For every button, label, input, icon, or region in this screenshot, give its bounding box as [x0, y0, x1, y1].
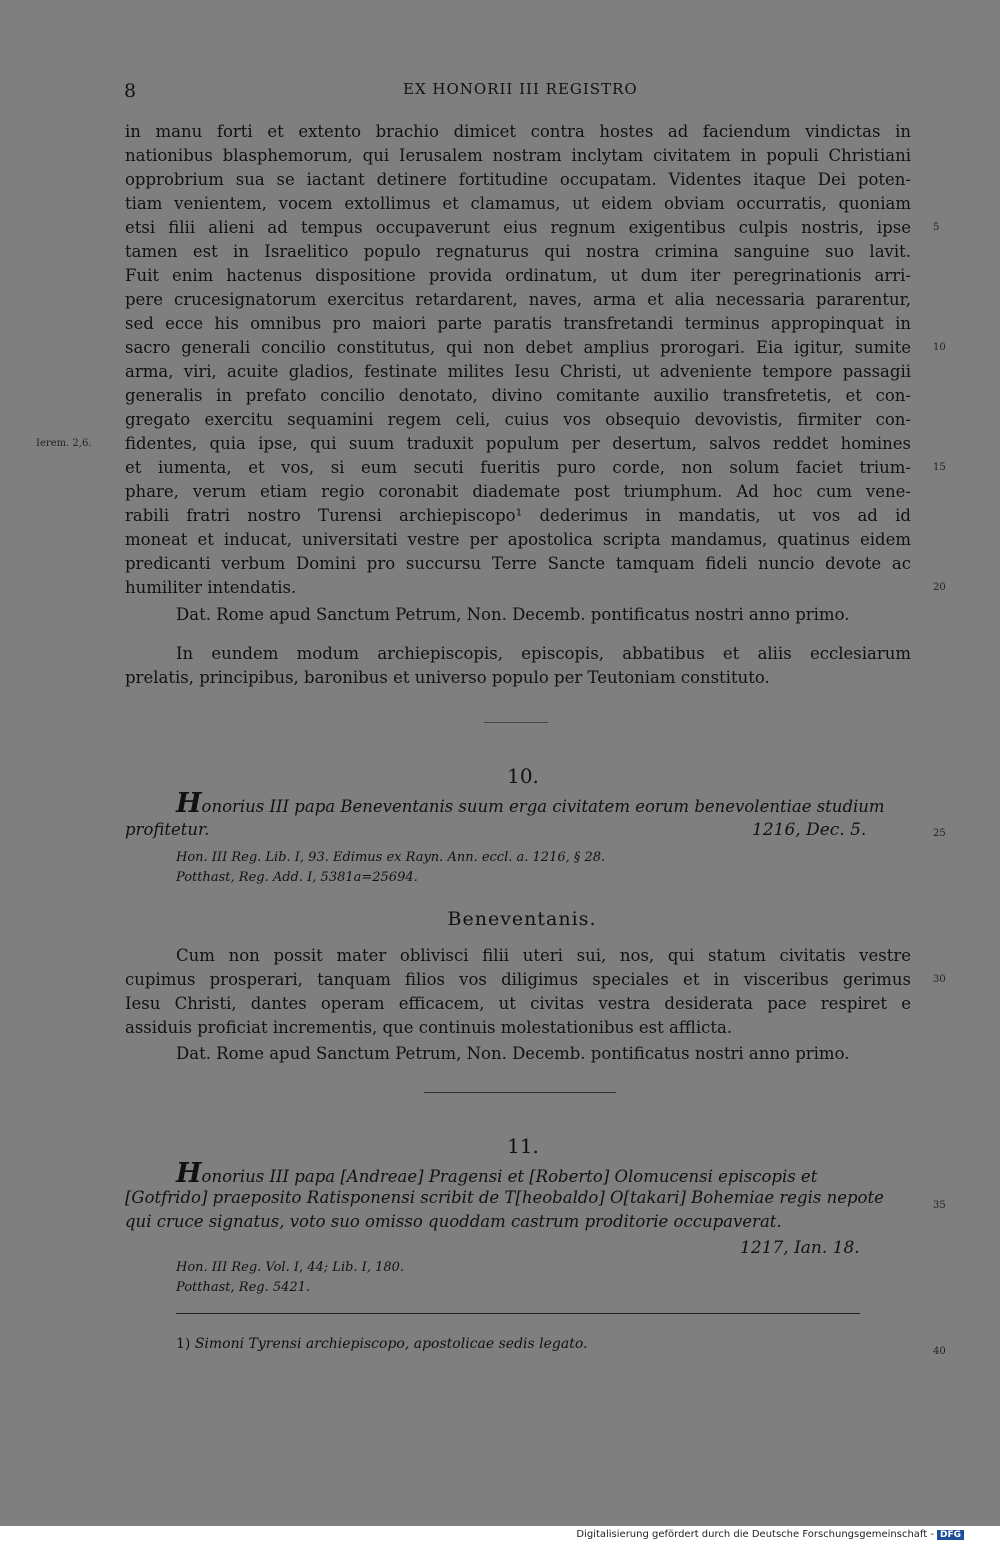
- text-line: assiduis proficiat incrementis, que continuis molestationibus est afflicta.: [125, 1018, 733, 1037]
- credit-text: Digitalisierung gefördert durch die Deutsche Forschungsgemeinschaft -: [576, 1529, 934, 1540]
- text-line: sed ecce his omnibus pro maiori parte paratis transfretandi terminus appropinquat in: [125, 314, 911, 333]
- line-number: 15: [933, 462, 946, 473]
- line-number: 35: [933, 1200, 946, 1211]
- separator-rule: [484, 722, 548, 723]
- text-line: in manu forti et extento brachio dimicet contra hostes ad faciendum vindictas in: [125, 122, 911, 141]
- eundem-line: prelatis, principibus, baronibus et universo populo per Teutoniam constituto.: [125, 668, 770, 687]
- dfg-logo: DFG: [937, 1530, 964, 1540]
- text-line: sacro generali concilio constitutus, qui non debet amplius prorogari. Eia igitur, sumite: [125, 338, 911, 357]
- eundem-line: In eundem modum archiepiscopis, episcopis, abbatibus et aliis ecclesiarum: [176, 644, 911, 663]
- text-line: generalis in prefato concilio denotato, divino comitante auxilio transfretetis, et con-: [125, 386, 911, 405]
- summary-initial: H: [176, 788, 202, 819]
- footnote-marker: 1): [176, 1336, 191, 1352]
- source-line: Hon. III Reg. Vol. I, 44; Lib. I, 180.: [176, 1260, 405, 1275]
- footnote-text: Simoni Tyrensi archiepiscopo, apostolicae sedis legato.: [194, 1336, 588, 1352]
- line-number: 30: [933, 974, 946, 985]
- summary-line: [176, 788, 911, 819]
- line-number: 20: [933, 582, 946, 593]
- text-line: tamen est in Israelitico populo regnaturus qui nostra crimina sanguine suo lavit.: [125, 242, 911, 261]
- summary-line: [Gotfrido] praeposito Ratisponensi scribit de T[heobaldo] O[takari] Bohemiae regis nepote: [125, 1188, 884, 1207]
- separator-rule: [424, 1092, 616, 1093]
- text-line: et iumenta, et vos, si eum secuti fueritis puro corde, non solum faciet trium-: [125, 458, 911, 477]
- running-title: EX HONORII III REGISTRO: [403, 80, 638, 98]
- dating-clause: Dat. Rome apud Sanctum Petrum, Non. Decemb. pontificatus nostri anno primo.: [176, 605, 850, 624]
- document-date: 1216, Dec. 5.: [752, 820, 867, 840]
- summary-line: profitetur.: [125, 820, 210, 839]
- footnote: [176, 1336, 587, 1352]
- text-line: etsi filii alieni ad tempus occupaverunt eius regnum exigentibus culpis nostris, ipse: [125, 218, 911, 237]
- footnote-rule: [176, 1313, 860, 1314]
- dating-clause: Dat. Rome apud Sanctum Petrum, Non. Decemb. pontificatus nostri anno primo.: [176, 1044, 850, 1063]
- text-line: nationibus blasphemorum, qui Ierusalem nostram inclytam civitatem in populi Christiani: [125, 146, 911, 165]
- line-number: 10: [933, 342, 946, 353]
- text-line: rabili fratri nostro Turensi archiepiscopo¹ dederimus in mandatis, ut vos ad id: [125, 506, 911, 525]
- source-line: Hon. III Reg. Lib. I, 93. Edimus ex Rayn. Ann. eccl. a. 1216, § 28.: [176, 850, 606, 865]
- text-line: humiliter intendatis.: [125, 578, 297, 597]
- text-line: arma, viri, acuite gladios, festinate milites Iesu Christi, ut adveniente tempore passagii: [125, 362, 911, 381]
- text-line: gregato exercitu sequamini regem celi, cuius vos obsequio devovistis, firmiter con-: [125, 410, 911, 429]
- summary-line: [176, 1158, 911, 1189]
- text-line: opprobrium sua se iactant detinere fortitudine occupatam. Videntes itaque Dei poten-: [125, 170, 911, 189]
- source-line: Potthast, Reg. 5421.: [176, 1280, 311, 1295]
- text-line: tiam venientem, vocem extollimus et clamamus, ut eidem obviam occurratis, quoniam: [125, 194, 911, 213]
- text-line: predicanti verbum Domini pro succursu Terre Sancte tamquam fideli nuncio devote ac: [125, 554, 911, 573]
- digitization-credit: [576, 1529, 964, 1540]
- document-number: 10.: [507, 764, 539, 788]
- text-line: Iesu Christi, dantes operam efficacem, ut civitas vestra desiderata pace respiret e: [125, 994, 911, 1013]
- line-number: 25: [933, 828, 946, 839]
- summary-text: onorius III papa Beneventanis suum erga civitatem eorum benevolentiae studium: [201, 797, 885, 816]
- summary-line: qui cruce signatus, voto suo omisso quoddam castrum proditorie occupaverat.: [125, 1212, 782, 1231]
- document-number: 11.: [507, 1134, 539, 1158]
- source-line: Potthast, Reg. Add. I, 5381a=25694.: [176, 870, 418, 885]
- text-line: Cum non possit mater oblivisci filii uteri sui, nos, qui statum civitatis vestre: [176, 946, 911, 965]
- text-line: moneat et inducat, universitati vestre per apostolica scripta mandamus, quatinus eidem: [125, 530, 911, 549]
- line-number: 5: [933, 222, 940, 233]
- text-line: pere crucesignatorum exercitus retardarent, naves, arma et alia necessaria pararentur,: [125, 290, 911, 309]
- page-number: 8: [124, 80, 137, 102]
- text-line: fidentes, quia ipse, qui suum traduxit populum per desertum, salvos reddet homines: [125, 434, 911, 453]
- document-date: 1217, Ian. 18.: [740, 1238, 860, 1258]
- text-line: cupimus prosperari, tanquam filios vos diligimus speciales et in visceribus gerimus: [125, 970, 911, 989]
- summary-text: onorius III papa [Andreae] Pragensi et [Roberto] Olomucensi episcopis et: [201, 1167, 818, 1186]
- line-number: 40: [933, 1346, 946, 1357]
- text-line: phare, verum etiam regio coronabit diademate post triumphum. Ad hoc cum vene-: [125, 482, 911, 501]
- text-line: Fuit enim hactenus dispositione provida ordinatum, ut dum iter peregrinationis arri-: [125, 266, 911, 285]
- summary-initial: H: [176, 1158, 202, 1189]
- address-line: Beneventanis.: [447, 908, 597, 930]
- margin-reference: Ierem. 2,6.: [36, 438, 92, 449]
